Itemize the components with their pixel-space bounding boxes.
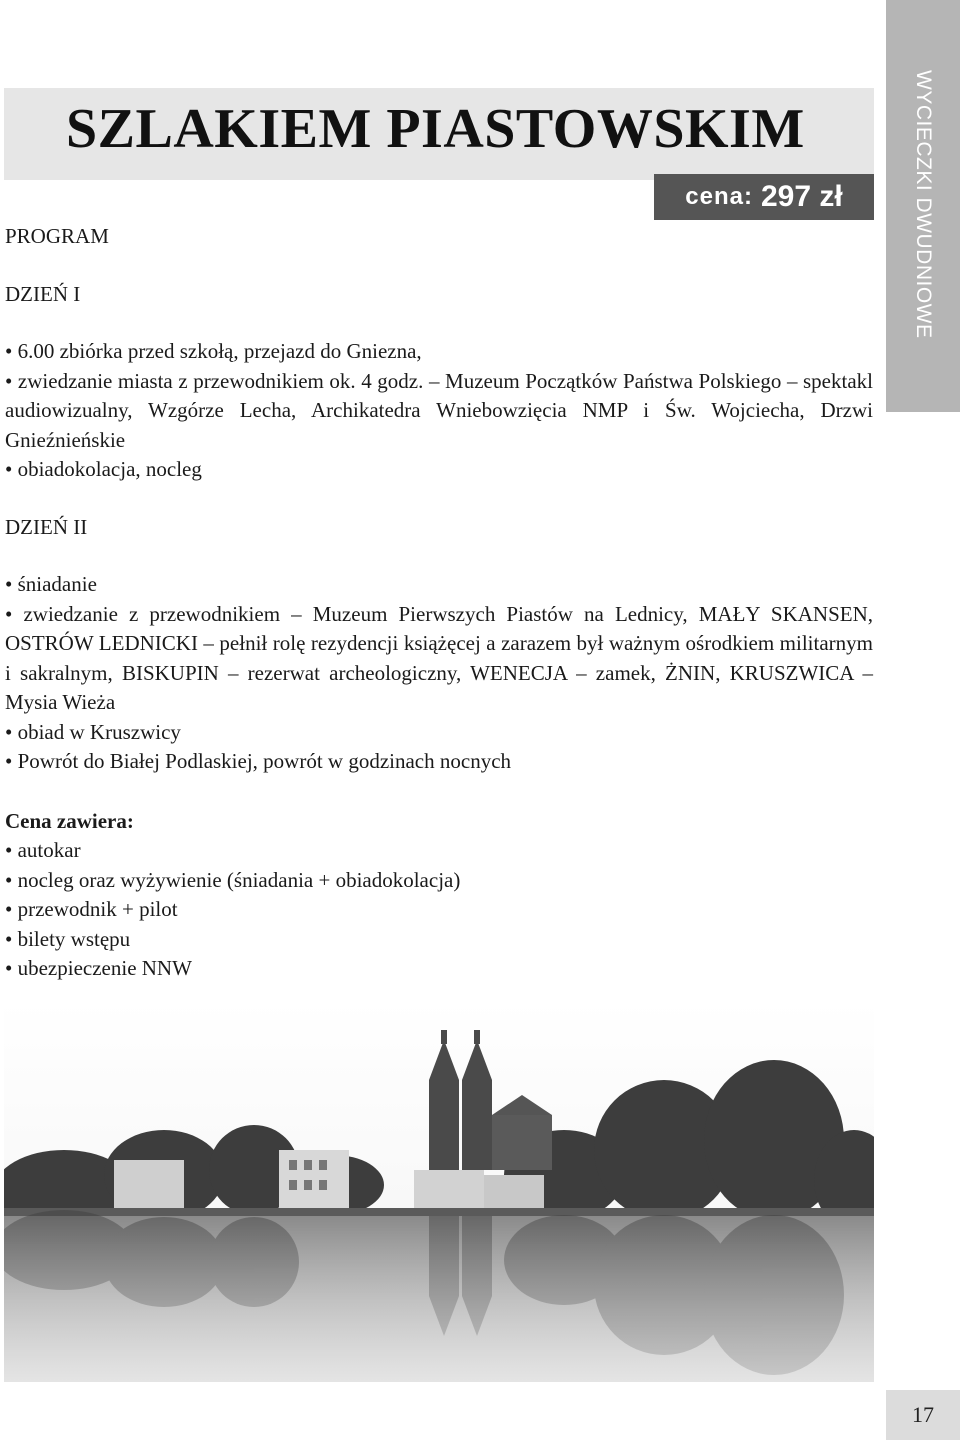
shoreline bbox=[4, 1208, 874, 1216]
list-item: • Powrót do Białej Podlaskiej, powrót w godzinach nocnych bbox=[5, 749, 512, 773]
price-label: cena: bbox=[685, 183, 753, 210]
list-item: • przewodnik + pilot bbox=[5, 897, 178, 921]
program-content bbox=[5, 222, 873, 984]
list-item: • obiad w Kruszwicy bbox=[5, 719, 181, 744]
list-item: • nocleg oraz wyżywienie (śniadania + obiadokolacja) bbox=[5, 867, 461, 892]
list-item: • zwiedzanie z przewodnikiem – Muzeum Pierwszych Piastów na Lednicy, MAŁY SKANSEN, OSTRÓW LEDNICKI – pełnił rolę rezydencji książęcej a zarazem był ważnym ośrodkiem militarnym i sakralnym, BISKUPIN – rezerwat archeologiczny, WENECJA – zamek, ŻNIN, KRUSZWICA – Mysia Wieża bbox=[5, 601, 873, 714]
list-item: • zwiedzanie miasta z przewodnikiem ok. 4 godz. – Muzeum Początków Państwa Polskiego – spektakl audiowizualny, Wzgórze Lecha, Archikatedra Wniebowzięcia NMP i Św. Wojciecha, Drzwi Gnieźnieńskie bbox=[5, 368, 873, 452]
list-item: • autokar bbox=[5, 838, 81, 862]
page-title: SZLAKIEM PIASTOWSKIM bbox=[66, 98, 805, 160]
side-tab-label: WYCIECZKI DWUDNIOWE bbox=[912, 70, 935, 339]
program-heading: PROGRAM bbox=[5, 224, 109, 248]
price-value: 297 zł bbox=[760, 180, 843, 213]
side-tab-label-wrap bbox=[886, 0, 960, 412]
page-number: 17 bbox=[886, 1390, 960, 1440]
list-item: • obiadokolacja, nocleg bbox=[5, 457, 202, 481]
list-item: • śniadanie bbox=[5, 572, 97, 596]
gniezno-cathedral-photo bbox=[4, 1000, 874, 1382]
list-item: • bilety wstępu bbox=[5, 926, 131, 951]
price-badge bbox=[654, 174, 874, 220]
water-sheen bbox=[4, 1216, 874, 1382]
list-item: • ubezpieczenie NNW bbox=[5, 956, 192, 980]
list-item: • 6.00 zbiórka przed szkołą, przejazd do Gniezna, bbox=[5, 339, 422, 363]
price-includes-heading: Cena zawiera: bbox=[5, 808, 134, 833]
day1-heading: DZIEŃ I bbox=[5, 281, 81, 306]
day2-heading: DZIEŃ II bbox=[5, 514, 88, 539]
